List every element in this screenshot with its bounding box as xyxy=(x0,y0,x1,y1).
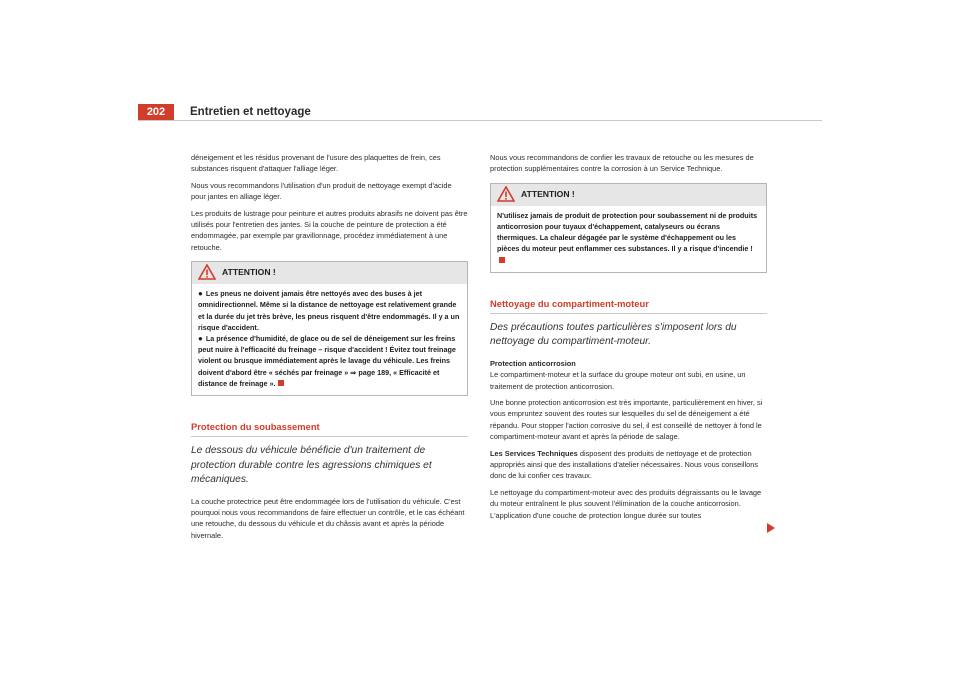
header-divider xyxy=(138,120,822,121)
end-of-section-icon xyxy=(278,380,284,386)
paragraph: Le nettoyage du compartiment-moteur avec des produits dégraissants ou le lavage du moteur entraînent le plus souvent l'élimination de la couche anticorrosion. L'application d'une couche de protection longue durée sur toutes xyxy=(490,487,762,520)
warning-bullet-text: La présence d'humidité, de glace ou de sel de déneigement sur les freins peut nuire à l'efficacité du freinage – risque d'accident ! Évitez tout freinage violent ou brusque immédiatement après le lavage du véhicule. Les freins doivent d'abord être « séchés par freinage » ⇒ page 189, « Efficacité et distance de freinage ». xyxy=(198,334,456,388)
warning-bullet-text: Les pneus ne doivent jamais être nettoyés avec des buses à jet omnidirectionnel. Même si la distance de nettoyage est relativement grande et la durée du jet très brève, les pneus risquent d'être endommagés. Il y a un risque d'accident. xyxy=(198,289,460,332)
page-number: 202 xyxy=(138,104,174,121)
warning-box xyxy=(191,261,468,396)
chapter-title: Entretien et nettoyage xyxy=(190,106,311,118)
paragraph: Le compartiment-moteur et la surface du groupe moteur ont subi, en usine, un traitement de protection anticorrosion. xyxy=(490,370,746,391)
warning-triangle-icon xyxy=(497,186,515,202)
warning-box xyxy=(490,183,767,273)
right-column xyxy=(490,152,767,526)
bullet-icon: ● xyxy=(198,334,203,344)
warning-header xyxy=(192,262,467,284)
warning-triangle-icon xyxy=(198,264,216,280)
warning-body xyxy=(192,284,467,395)
paragraph: Les produits de lustrage pour peinture et autres produits abrasifs ne doivent pas être utilisés pour l'entretien des jantes. Si la couche de peinture de protection a été endommagée, par exemple par gravillonnage, procédez immédiatement à une retouche. xyxy=(191,208,468,252)
warning-header xyxy=(491,184,766,206)
inline-bold-lead: Les Services Techniques xyxy=(490,448,578,458)
warning-text: N'utilisez jamais de produit de protection pour soubassement ni de produits anticorrosion pour tuyaux d'échappement, catalyseurs ou écrans thermiques. La chaleur dégagée par le système d'échappement ou les pièces du moteur peut enflammer ces substances. Il y a risque d'incendie ! xyxy=(497,210,758,254)
subheading: Protection anticorrosion xyxy=(490,358,576,368)
section-title: Protection du soubassement xyxy=(191,420,468,437)
continue-arrow-icon xyxy=(767,523,775,533)
bullet-icon: ● xyxy=(198,289,203,299)
paragraph xyxy=(490,448,767,482)
warning-bullet xyxy=(198,333,461,389)
paragraph: déneigement et les résidus provenant de l'usure des plaquettes de frein, ces substances risquent d'attaquer l'alliage léger. xyxy=(191,153,441,174)
warning-title: ATTENTION ! xyxy=(222,267,276,278)
warning-bullet xyxy=(198,288,461,333)
end-of-section-icon xyxy=(499,257,505,263)
paragraph-text: disposent des produits de nettoyage et de protection appropriés ainsi que des installations d'atelier nécessaires. Nous vous conseillons donc de lui confier ces travaux. xyxy=(490,448,759,481)
section-intro: Des précautions toutes particulières s'imposent lors du nettoyage du compartiment-moteur. xyxy=(490,321,737,348)
section-title: Nettoyage du compartiment-moteur xyxy=(490,297,767,314)
paragraph: Une bonne protection anticorrosion est très importante, particulièrement en hiver, si vous empruntez souvent des routes sur lesquelles du sel de déneigement a été répandu. Pour stopper l'action corrosive du sel, il est conseillé de nettoyer à fond le compartiment-moteur avant et après la période de salage. xyxy=(490,398,763,442)
paragraph: Nous vous recommandons de confier les travaux de retouche ou les mesures de protection supplémentaires contre la corrosion à un Service Technique. xyxy=(490,153,754,174)
left-column xyxy=(191,152,468,546)
section-intro: Le dessous du véhicule bénéficie d'un traitement de protection durable contre les agressions chimiques et mécaniques. xyxy=(191,445,432,486)
warning-body xyxy=(491,206,766,272)
paragraph: La couche protectrice peut être endommagée lors de l'utilisation du véhicule. C'est pourquoi nous vous recommandons de faire effectuer un contrôle, et le cas échéant une retouche, du dessous du véhicule et du châssis avant et après la période hivernale. xyxy=(191,496,465,540)
warning-title: ATTENTION ! xyxy=(521,188,575,199)
paragraph: Nous vous recommandons l'utilisation d'un produit de nettoyage exempt d'acide pour jantes en alliage léger. xyxy=(191,180,452,202)
